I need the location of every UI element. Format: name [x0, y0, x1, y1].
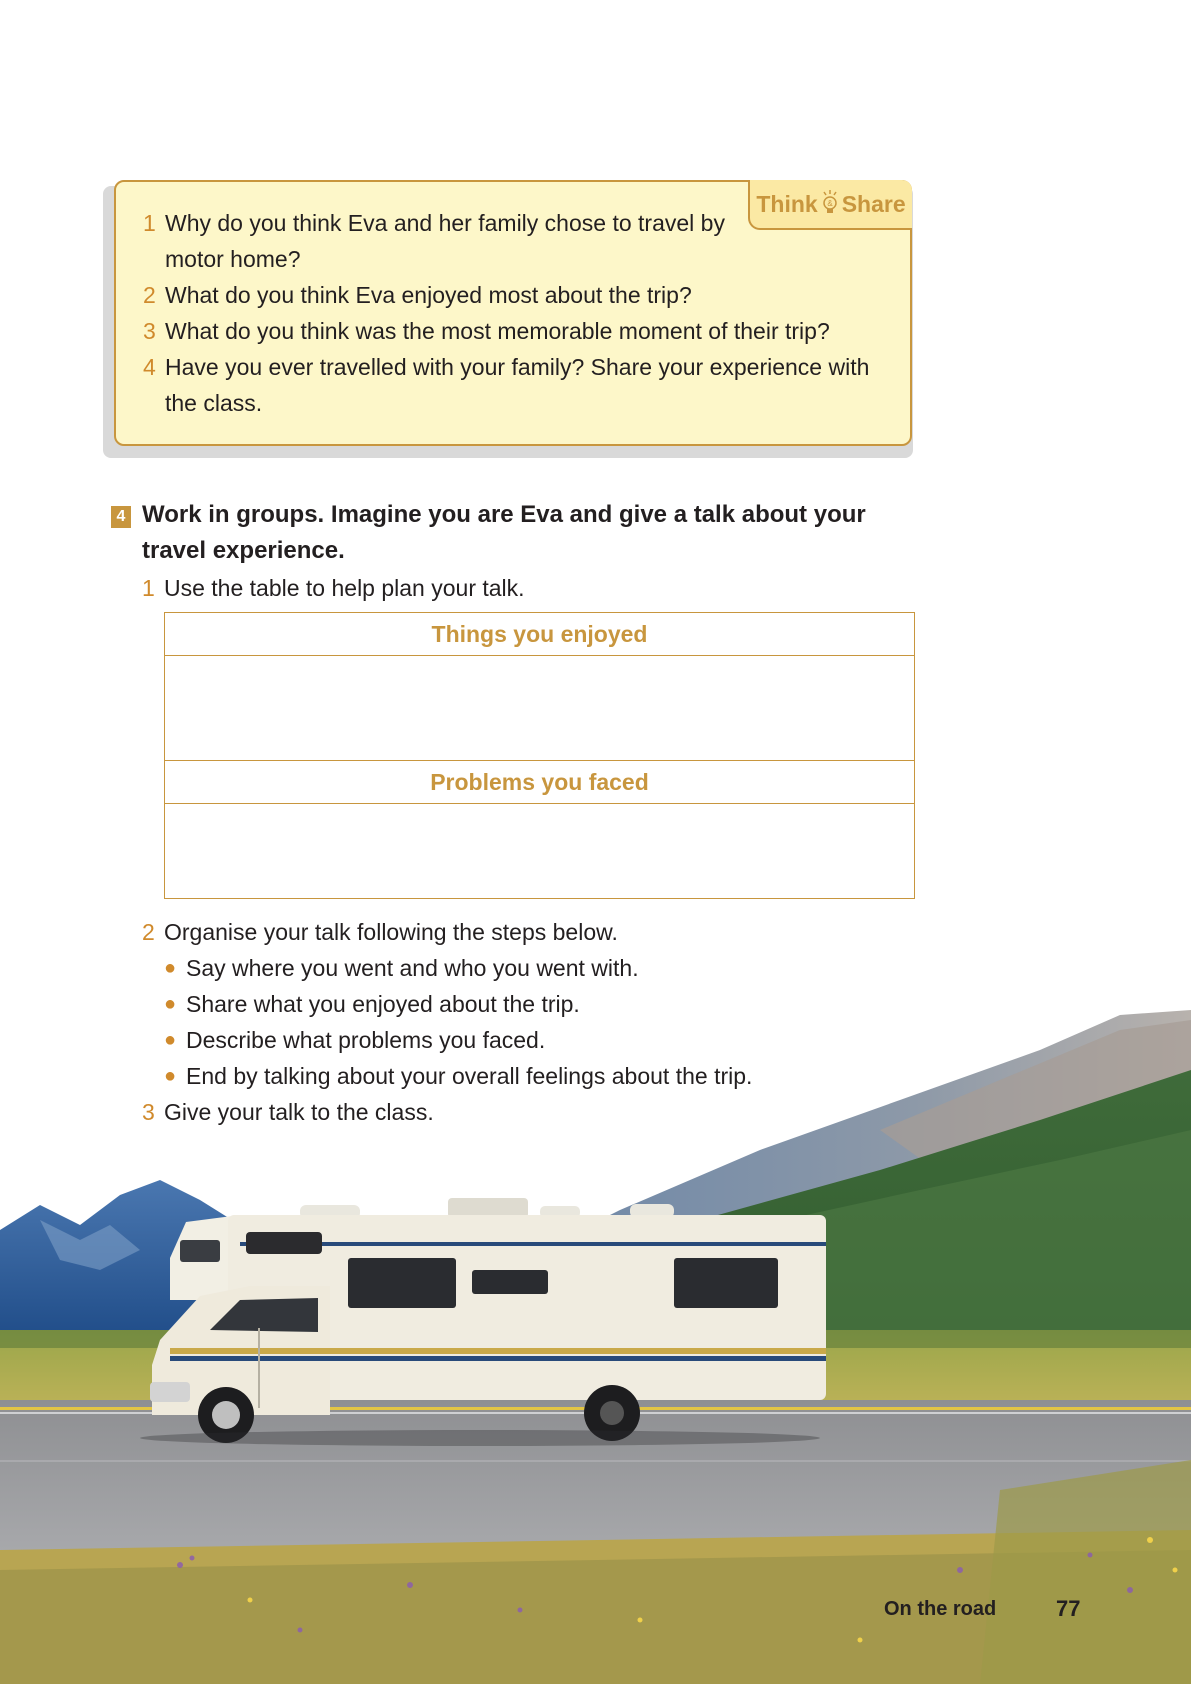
list-item: ● Say where you went and who you went with.	[164, 950, 904, 986]
bullet-text: Say where you went and who you went with.	[186, 955, 639, 981]
step-text: Organise your talk following the steps below.	[164, 919, 618, 945]
svg-text:&: &	[827, 199, 833, 208]
question-text: Why do you think Eva and her family chose to travel by motor home?	[165, 210, 725, 272]
step-2	[142, 914, 902, 950]
question-text: Have you ever travelled with your family? Share your experience with the class.	[165, 354, 870, 416]
step-number: 2	[142, 919, 155, 945]
step-number: 1	[142, 575, 155, 601]
footer-section-title: On the road	[884, 1598, 997, 1620]
think-label: Think	[756, 190, 818, 217]
question-text: What do you think was the most memorable moment of their trip?	[165, 318, 830, 344]
question-number: 3	[143, 318, 156, 344]
step-text: Use the table to help plan your talk.	[164, 575, 525, 601]
think-share-badge	[748, 180, 912, 230]
question-number: 4	[143, 354, 156, 380]
table-header-problems: Problems you faced	[165, 761, 915, 804]
question-text: What do you think Eva enjoyed most about the trip?	[165, 282, 692, 308]
list-item: ● Share what you enjoyed about the trip.	[164, 986, 904, 1022]
activity-instruction: Work in groups. Imagine you are Eva and give a talk about your travel experience.	[142, 501, 866, 564]
table-cell-problems[interactable]	[165, 804, 915, 899]
question-4	[143, 349, 883, 421]
planning-table	[164, 612, 915, 899]
step-1	[142, 570, 902, 606]
bullet-text: Share what you enjoyed about the trip.	[186, 991, 580, 1017]
table-header-enjoyed: Things you enjoyed	[165, 613, 915, 656]
share-label: Share	[841, 190, 906, 217]
list-item: ● Describe what problems you faced.	[164, 1022, 904, 1058]
question-1	[143, 205, 743, 277]
table-cell-enjoyed[interactable]	[165, 656, 915, 761]
motorhome-scene-image	[0, 1010, 1191, 1684]
page-number: 77	[1056, 1596, 1081, 1621]
question-3	[143, 313, 883, 349]
question-2	[143, 277, 883, 313]
activity-number-badge: 4	[111, 506, 131, 528]
question-number: 1	[143, 210, 156, 236]
step-text: Give your talk to the class.	[164, 1099, 434, 1125]
bullet-text: Describe what problems you faced.	[186, 1027, 546, 1053]
list-item: ● End by talking about your overall feelings about the trip.	[164, 1058, 904, 1094]
bullet-text: End by talking about your overall feelings about the trip.	[186, 1063, 753, 1089]
step-number: 3	[142, 1099, 155, 1125]
question-number: 2	[143, 282, 156, 308]
lightbulb-icon	[821, 189, 839, 219]
